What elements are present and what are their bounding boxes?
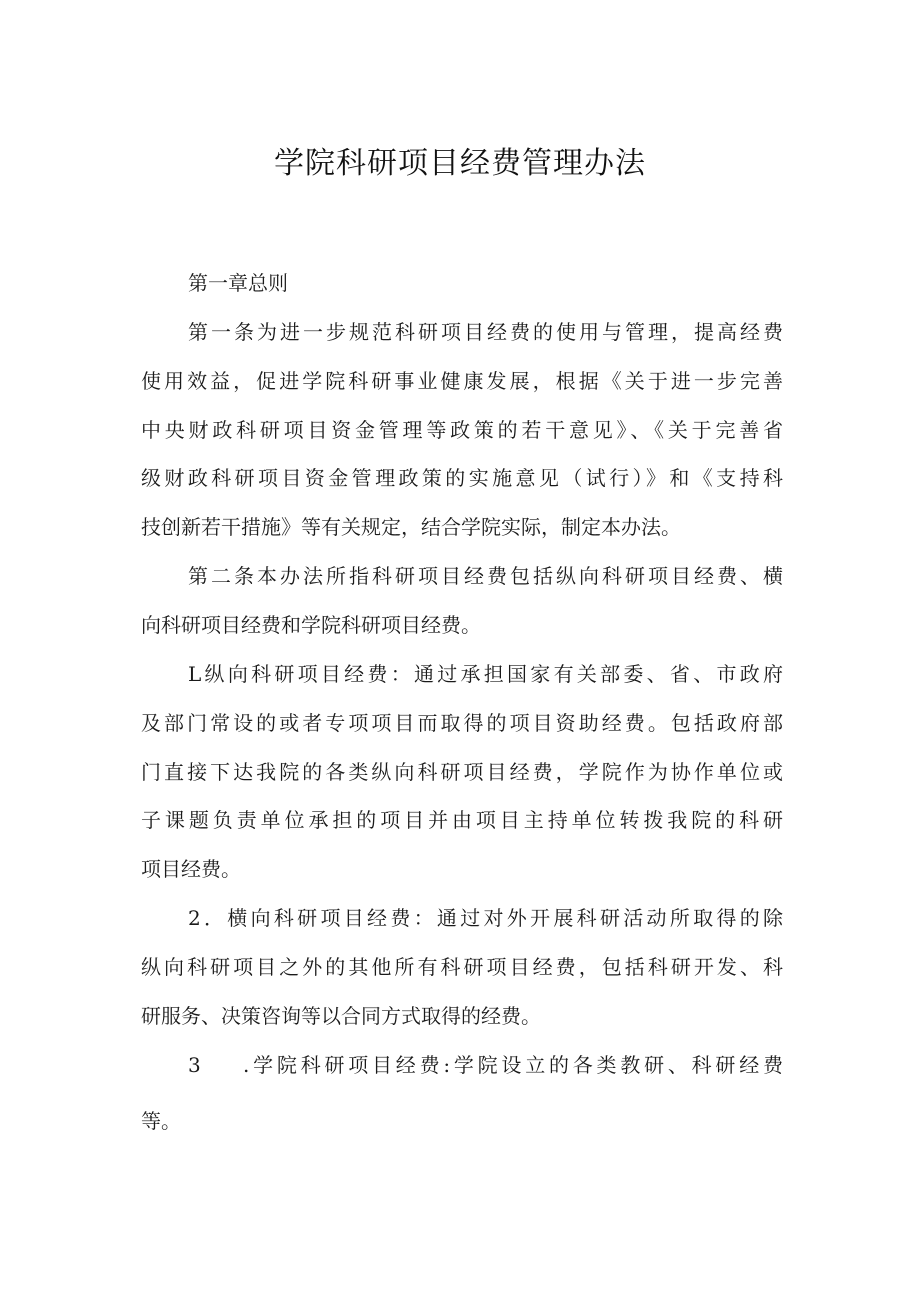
article2-line-1: 第二条本办法所指科研项目经费包括纵向科研项目经费、横 [188, 564, 783, 588]
item3-line-1: .学院科研项目经费:学院设立的各类教研、科研经费 [243, 1053, 783, 1077]
document-title: 学院科研项目经费管理办法 [274, 146, 646, 181]
item2-line-2: 纵向科研项目之外的其他所有科研项目经费，包括科研开发、科 [141, 955, 783, 979]
item2-line-1: 2．横向科研项目经费：通过对外开展科研活动所取得的除 [188, 906, 783, 930]
chapter-heading: 第一章总则 [188, 271, 288, 295]
article1-line-2: 使用效益，促进学院科研事业健康发展，根据《关于进一步完善 [141, 369, 783, 393]
item1-line-5: 项目经费。 [141, 857, 241, 881]
item1-line-1: L纵向科研项目经费：通过承担国家有关部委、省、市政府 [188, 662, 783, 686]
article1-line-1: 第一条为进一步规范科研项目经费的使用与管理，提高经费 [188, 320, 783, 344]
item3-line-2: 等。 [141, 1109, 181, 1133]
item1-line-4: 子课题负责单位承担的项目并由项目主持单位转拨我院的科研 [141, 808, 783, 832]
article1-line-3: 中央财政科研项目资金管理等政策的若干意见》、《关于完善省 [141, 418, 783, 442]
article2-line-2: 向科研项目经费和学院科研项目经费。 [141, 613, 481, 637]
item1-line-2: 及部门常设的或者专项项目而取得的项目资助经费。包括政府部 [141, 711, 783, 735]
item1-line-3: 门直接下达我院的各类纵向科研项目经费，学院作为协作单位或 [141, 760, 783, 784]
item3-number: 3 [188, 1053, 201, 1077]
article1-line-5: 技创新若干措施》等有关规定，结合学院实际，制定本办法。 [141, 515, 681, 539]
item2-line-3: 研服务、决策咨询等以合同方式取得的经费。 [141, 1004, 541, 1028]
article1-line-4: 级财政科研项目资金管理政策的实施意见（试行）》和《支持科 [141, 466, 783, 490]
